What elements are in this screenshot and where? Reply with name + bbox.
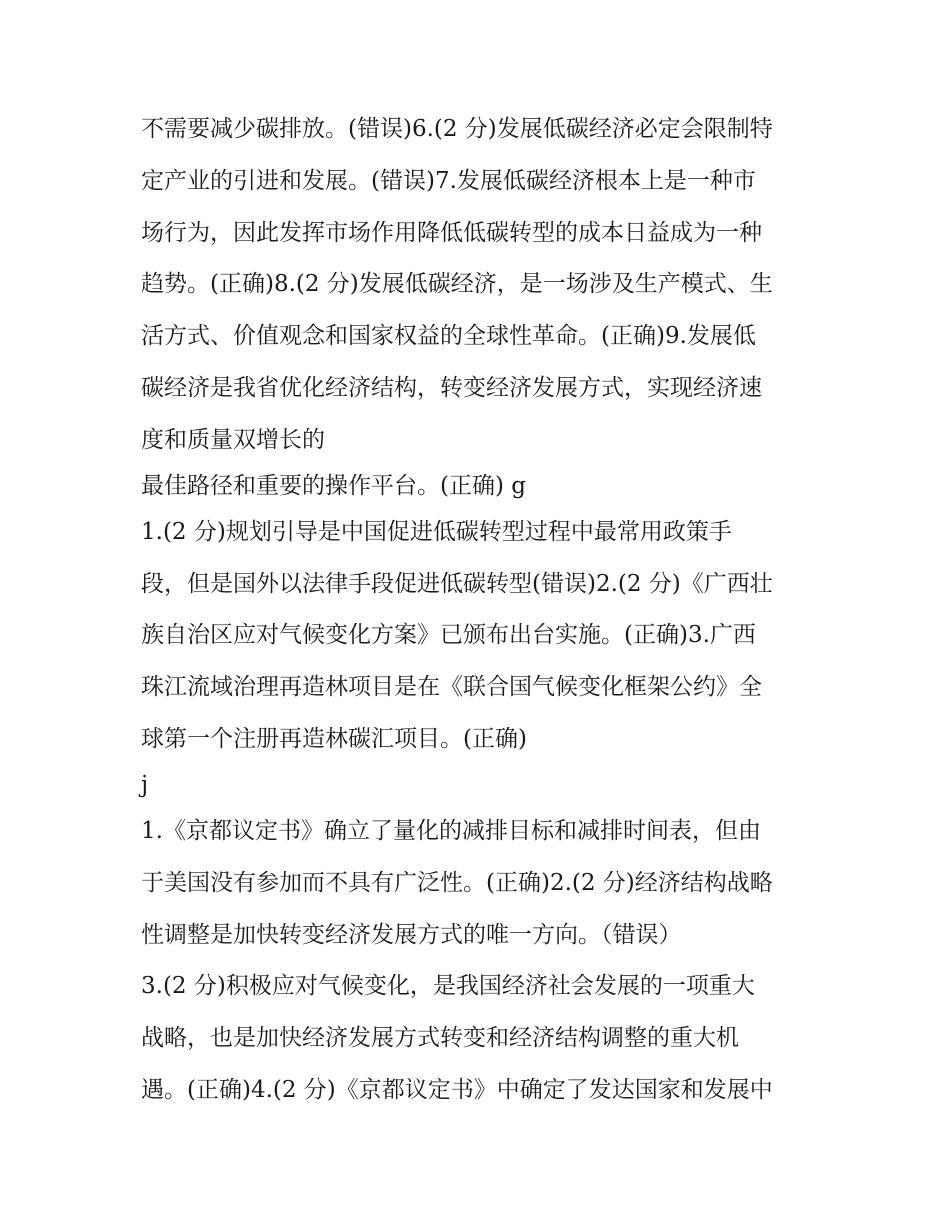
text-line: 场行为，因此发挥市场作用降低低碳转型的成本日益成为一种 (141, 219, 762, 246)
text-line: 活方式、价值观念和国家权益的全球性革命。(正确)9.发展低 (141, 323, 756, 350)
text-line: 碳经济是我省优化经济结构，转变经济发展方式，实现经济速 (141, 374, 762, 401)
text-line: j (141, 771, 149, 798)
text-line: 3.(2 分)积极应对气候变化，是我国经济社会发展的一项重大 (141, 973, 755, 1000)
text-line: 球第一个注册再造林碳汇项目。(正确) (141, 725, 527, 752)
text-line: 遇。(正确)4.(2 分)《京都议定书》中确定了发达国家和发展中 (141, 1076, 773, 1103)
text-line: 1.《京都议定书》确立了量化的减排目标和减排时间表，但由 (141, 817, 761, 844)
text-line: 1.(2 分)规划引导是中国促进低碳转型过程中最常用政策手 (141, 518, 732, 545)
text-line: 于美国没有参加而不具有广泛性。(正确)2.(2 分)经济结构战略 (141, 869, 773, 896)
text-line: 珠江流域治理再造林项目是在《联合国气候变化框架公约》全 (141, 674, 762, 701)
text-line: 定产业的引进和发展。(错误)7.发展低碳经济根本上是一种市 (141, 167, 756, 194)
text-line: 最佳路径和重要的操作平台。(正确) g (141, 472, 526, 499)
text-line: 族自治区应对气候变化方案》已颁布出台实施。(正确)3.广西 (141, 622, 756, 649)
text-line: 性调整是加快转变经济发展方式的唯一方向。（错误） (141, 921, 682, 948)
text-line: 段，但是国外以法律手段促进低碳转型(错误)2.(2 分)《广西壮 (141, 570, 773, 597)
text-line: 不需要减少碳排放。(错误)6.(2 分)发展低碳经济必定会限制特 (141, 116, 773, 142)
text-line: 战略，也是加快经济发展方式转变和经济结构调整的重大机 (141, 1025, 739, 1052)
body-text (141, 110, 821, 1110)
text-line: 趋势。(正确)8.(2 分)发展低碳经济，是一场涉及生产模式、生 (141, 271, 773, 298)
text-line: 度和质量双增长的 (141, 426, 325, 453)
